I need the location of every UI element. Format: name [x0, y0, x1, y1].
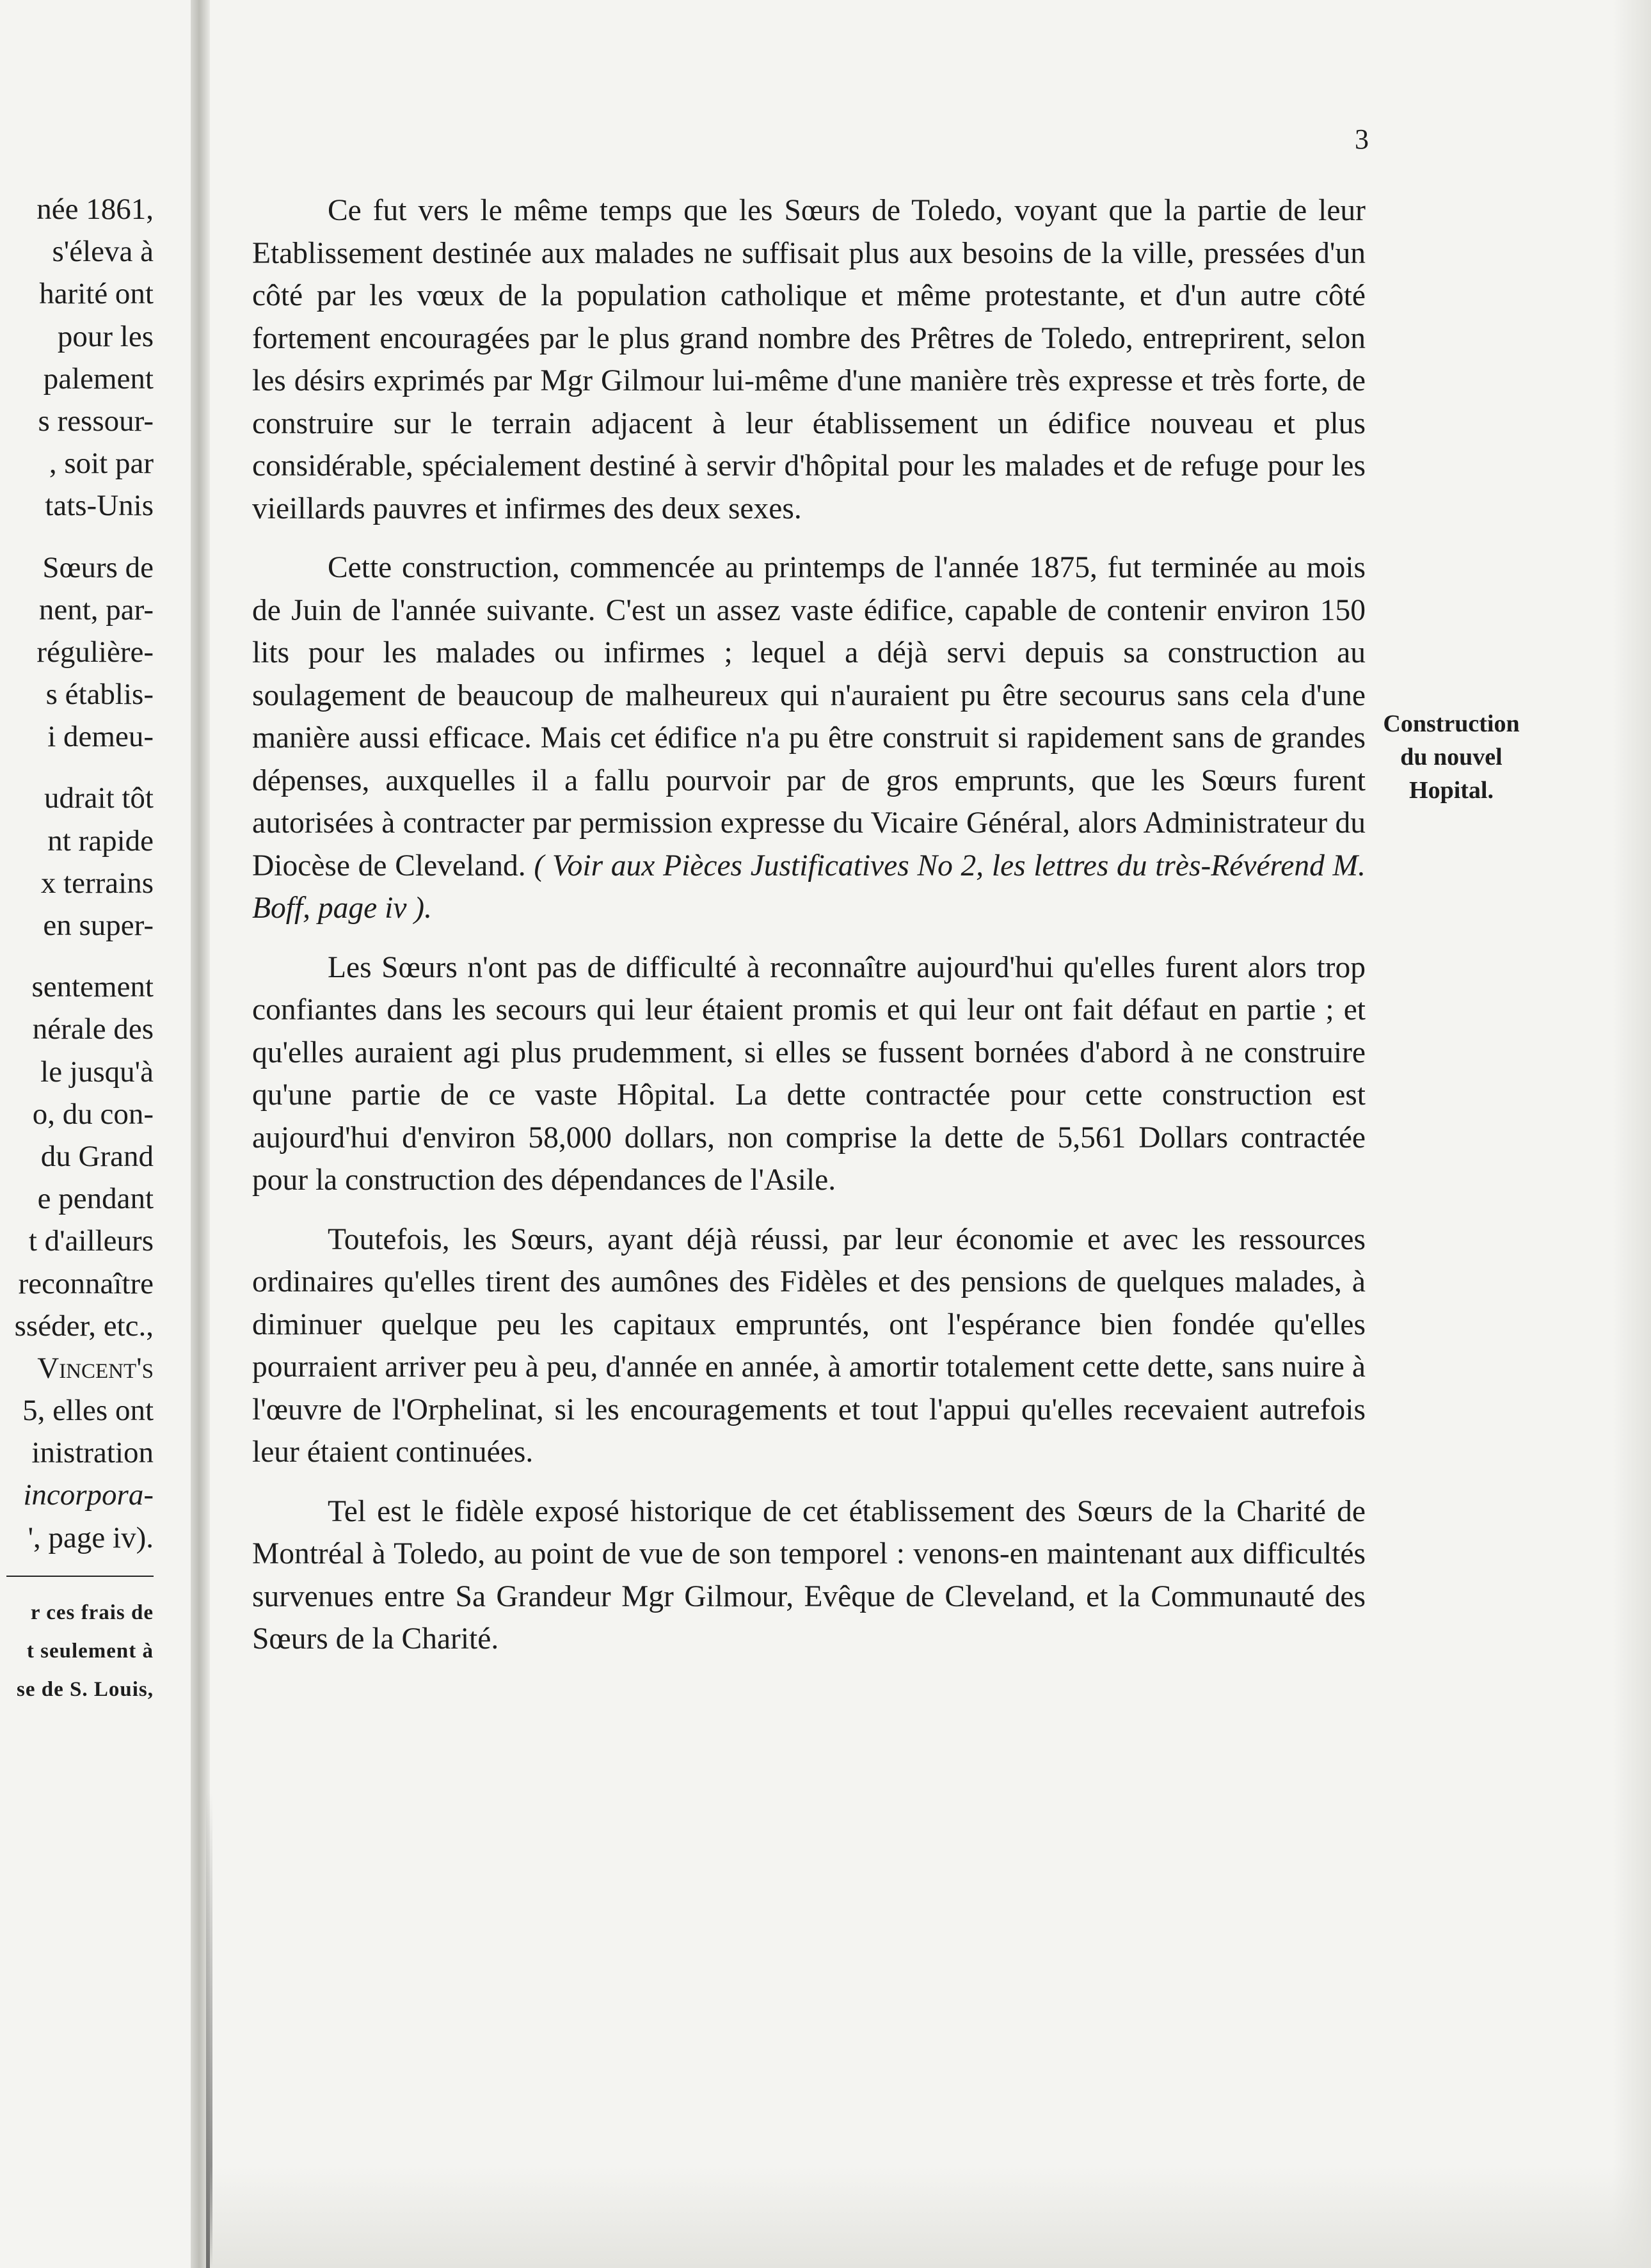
- citation: ( Voir aux Pièces Justificatives No 2, les lettres du très-Révérend M. Boff, page iv ).: [252, 849, 1366, 925]
- paragraph: [252, 946, 1366, 1202]
- paragraph-text: Les Sœurs n'ont pas de difficulté à reconnaître aujourd'hui qu'elles furent alors trop confiantes dans les secours qui leur étaient promis et qui leur ont fait défaut en partie ; et qu'elles auraient agi plus prudemment, si elles se fussent bornées d'abord à ne construire qu'une partie de ce vaste Hôpital. La dette contractée pour cette construction est aujourd'hui d'environ 58,000 dollars, non comprise la dette de 5,561 Dollars contractée pour la construction des dépendances de l'Asile.: [252, 950, 1366, 1197]
- paragraph-gap: [0, 946, 154, 966]
- left-line: incorpora-: [23, 1478, 154, 1512]
- left-line: sentement: [31, 970, 154, 1004]
- paragraph-gap: [0, 758, 154, 777]
- margin-note-line: Construction: [1383, 710, 1520, 737]
- left-line: pour les: [57, 319, 154, 353]
- left-line: t d'ailleurs: [28, 1224, 154, 1258]
- left-line: i demeu-: [47, 720, 154, 754]
- left-line: tats-Unis: [45, 489, 154, 523]
- left-line: inistration: [31, 1436, 154, 1470]
- left-line: palement: [43, 362, 154, 395]
- left-line: x terrains: [40, 866, 154, 900]
- margin-note-line: Hopital.: [1409, 777, 1494, 804]
- page-number: 3: [1355, 124, 1369, 155]
- left-line: sséder, etc.,: [14, 1309, 154, 1343]
- main-text: [252, 189, 1366, 1677]
- paragraph: [252, 1218, 1366, 1474]
- left-footnote-line: t seulement à: [26, 1639, 154, 1663]
- paragraph-text: Ce fut vers le même temps que les Sœurs de Toledo, voyant que la partie de leur Etablissement destinée aux malades ne suffisait plus aux besoins de la ville, pressées d'un côté par les vœux de la population catholique et même protestante, et d'un autre côté fortement encouragées par le plus grand nombre des Prêtres de Toledo, entreprirent, selon les désirs exprimés par Mgr Gilmour lui-même d'une manière très expresse et très forte, de construire sur le terrain adjacent à leur établissement un édifice nouveau et plus considérable, spécialement destiné à servir d'hôpital pour les malades et de refuge pour les vieillards pauvres et infirmes des deux sexes.: [252, 194, 1366, 525]
- paragraph: [252, 1490, 1366, 1661]
- left-line: en super-: [43, 909, 154, 942]
- left-line: s ressour-: [38, 404, 154, 438]
- paragraph-gap: [0, 527, 154, 547]
- left-line: , soit par: [49, 447, 154, 481]
- left-line: Sœurs de: [42, 550, 154, 584]
- left-line: née 1861,: [36, 193, 154, 226]
- paragraph: [252, 547, 1366, 930]
- left-line: nt rapide: [47, 824, 154, 858]
- left-line: le jusqu'à: [40, 1055, 154, 1089]
- left-line: s'éleva à: [52, 235, 154, 269]
- margin-note: [1375, 707, 1528, 807]
- left-line: du Grand: [40, 1139, 154, 1173]
- paragraph-text: Cette construction, commencée au printemps de l'année 1875, fut terminée au mois de Juin de l'année suivante. C'est un assez vaste édifice, capable de contenir environ 150 lits pour les malades ou infirmes ; lequel a déjà servi depuis sa construction au soulagement de beaucoup de malheureux qui n'auraient pu être secourus sans cela d'une manière aussi efficace. Mais cet édifice n'a pu être construit si rapidement sans de grandes dépenses, auxquelles il a fallu pourvoir par de gros emprunts, que les Sœurs furent autorisées à contracter par permission expresse du Vicaire Général, alors Administrateur du Diocèse de Cleveland.: [252, 551, 1366, 882]
- left-line: s établis-: [45, 678, 154, 712]
- left-line: e pendant: [37, 1182, 154, 1216]
- left-page-fragment: [0, 188, 154, 1709]
- paragraph-text: Tel est le fidèle exposé historique de cet établissement des Sœurs de la Charité de Montréal à Toledo, au point de vue de son temporel : venons-en maintenant aux difficultés survenues entre Sa Grandeur Mgr Gilmour, Evêque de Cleveland, et la Communauté des Sœurs de la Charité.: [252, 1494, 1366, 1656]
- left-line: 5, elles ont: [22, 1394, 154, 1428]
- paragraph: [252, 189, 1366, 530]
- page-bottom-edge: [210, 2166, 1651, 2268]
- left-line: régulière-: [36, 635, 154, 669]
- left-line: udrait tôt: [44, 781, 154, 815]
- left-line: Vincent's: [37, 1351, 154, 1385]
- left-footnote-line: se de S. Louis,: [17, 1677, 154, 1701]
- left-line: reconnaître: [18, 1266, 154, 1300]
- left-line: ', page iv).: [28, 1521, 154, 1554]
- paragraph-text: Toutefois, les Sœurs, ayant déjà réussi, par leur économie et avec les ressources ordinaires qu'elles tirent des aumônes des Fidèles et des pensions de quelques malades, à diminuer quelque peu les capitaux empruntés, ont l'espérance bien fondée qu'elles pourraient arriver peu à peu, d'année en année, à amortir totalement cette dette, sans nuire à l'œuvre de l'Orphelinat, si les encouragements et tout l'appui qu'elles recevaient autrefois leur étaient continuées.: [252, 1222, 1366, 1469]
- margin-note-line: du nouvel: [1400, 744, 1503, 771]
- left-line: o, du con-: [32, 1097, 154, 1131]
- left-footnote-line: r ces frais de: [30, 1601, 154, 1624]
- footnote-rule: [6, 1576, 154, 1577]
- left-line: nérale des: [32, 1012, 154, 1046]
- page-right-edge: [1613, 0, 1651, 2268]
- left-line: harité ont: [39, 277, 154, 311]
- left-line: nent, par-: [38, 593, 154, 627]
